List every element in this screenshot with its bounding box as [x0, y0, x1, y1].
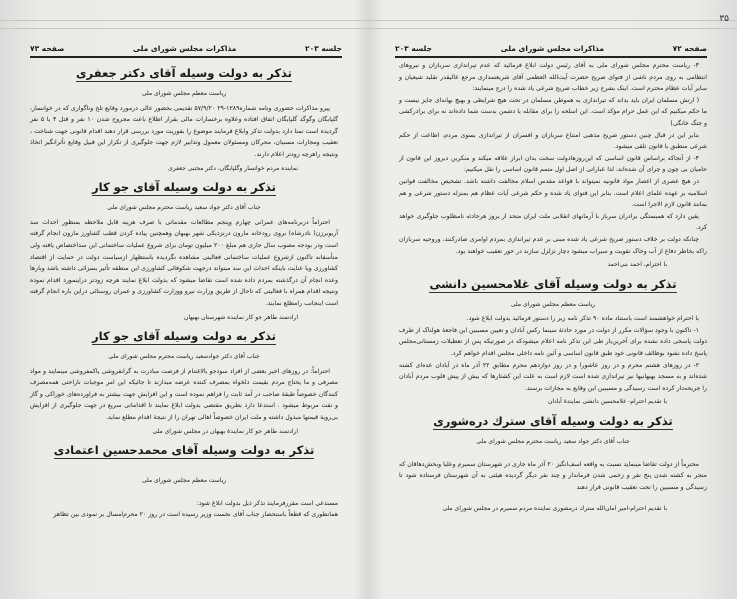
- running-title: مذاکرات مجلس شورای ملی: [133, 43, 237, 53]
- paragraph: ( ارتش مسلمان ایران باید بداند که تیراندازی به هموطن مسلمان در تحت هیچ شرایطی و بهیچ بهانه‌ای جایز نیست و ما حکم میکنیم که این عمل حرام مؤکد است. این اسلحه را برای مقابله با دشمن بدست شما داده‌اند نه برای برادرکشی و جنگ خانگی): [399, 96, 707, 127]
- paragraph: همانطوری که قطعاً باستحضار جناب آقای نخست وزیر رسیده است در روز ۲۰ محرم‌امسال بر نمودی بین تظاهر: [53, 511, 338, 519]
- paragraph: احتراماً دربرنامه‌های عمرانی چهارم وپنجم مطالعات مقدماتی با صرف هزینه قابل ملاحظه بمنظور احداث سد آریوبرزن( نادرشاه) بروی رودخانه مارون درنزدیکی شهر بهبهان وهمچنین پیاده کردن قطب کشاورز مارون انجام گرفته است ودر بودجه مصوب سال جاری هم مبلغ ۲۰۰ میلیون تومان برای شروع عملیات ساختمانی این سداختصاص یافته ولی متأسفانه تاکنون ازشروع عملیات ساختمانی فعالیتی مشاهده نگردیده باستظهار ازسیاست دولت در حمایت از اقتصاد کشاورزی ویا عنایت باینکه احداث این سد میتواند درجهت شکوفائی کشاورزی این منطقه تأثیر بسزائی داشته باشد وبارها وعده انجام آن درگذشته بمردم داده شده است تقاضا میشود که بدولت ابلاغ نمایند هرچه زودتر دراینمورد اقدام نموده ونتیجه اقدام همراه با فعالیتی که تاحال از طریق وزارت نیرو ووزارت کشاورزی و عمران روستائی دراین باره انجام گرفته است اینجانب رامطلع نمایند.: [30, 218, 338, 307]
- paragraph: در هیچ عصری از اعصار مواد قانونیه نمیتواند با قواعد مقدس اسلام مخالفت داشته باشد. تشخیص مخالفت قوانین اسلامیه بر عهده علمای اعلام است. بنابر این فتوای یاد شده و حکم شرعی آیات عظام هم بمنزله دستور شرعی و هم بمانند قانون لازم الاجرا است.: [399, 177, 707, 209]
- paragraph: یقین دارد که همبستگی برادران سرباز با آرمانهای انقلابی ملت ایران متحد از بروز هرحادثه نامطلوب جلوگیری خواهد کرد.: [399, 212, 707, 232]
- addressee: جناب آقای دکتر جوادسعید ریاست محترم مجلس شورای ملی: [108, 353, 260, 361]
- paragraph: ۴- از آنجاکه براساس قانون اساسی که این‌روزهادولت سخت بدان ابراز علاقه میکند و منکرین دیروز این قانون از حامیان بی چون و چرای آن شده‌اند، لذا عباراتی از اصل اول متمم قانون اساسی را نقل میکنیم:: [399, 154, 707, 174]
- left-page: [0, 0, 368, 599]
- paragraph: محترماً از دولت تقاضا مینماید نسبت به واقعه اسف‌انگیز ۲۰ آذر ماه جاری در شهرستان سمیرم وعلیا وبخش‌دهاقان که منجر به کشته شدن پنج نفر و زخمی شدن فرماندار و چند نفر دیگر گردیده هیئتی به آن شهرستان فرستاده شود تا رسیدگی و مسببین را تحت تعقیب قانونی قرار دهند: [399, 460, 707, 491]
- page-content: [399, 60, 707, 519]
- corner-mark: ۳۵: [719, 14, 729, 24]
- addressee: ریاست معظم مجلس شورای ملی: [141, 90, 227, 97]
- signature: با تقدیم احترام- غلامحسین دانشی نمایندهٔ آبادان: [547, 398, 667, 406]
- paragraph: احتراماً: در روزهای اخیر بعضی از افراد سودجو بالاغتنام از فرصت مبادرت به گرانفروشی یاکمفروشی مینمایند و مواد مصرفی و ما یحتاج مردم بقیمت دلخواه بمصرف کننده عرضه میدارند تا جائیکه این امر موجبات ناراحتی همه‌مصرف کنندگان خصوصاً طبقهٔ صاحب در آمد ثابت را فراهم نموده است و این افزایش جهت بیشتر به فراورده‌های خوراکی و گاز و نفت مربوط میشود . استدعا دارد بطریق مقتضی بدولت ابلاغ نمایند تا اقداماتی سریع در جهت جلوگیری از افزایش بی‌رویهٔ قیمتها مبذول داشته و ملت ایران خصوصاً اهالی تهران را از نتیجهٔ اقدام مطلع نماید.: [30, 367, 338, 422]
- section-title: تذکر به دولت وسیله آقای غلامحسین دانشی: [429, 276, 677, 291]
- page-number: صفحه ۷۳: [30, 43, 65, 53]
- page-header: [30, 42, 342, 54]
- paragraph: ۳- ریاست محترم مجلس شورای ملی به آقای رئیس دولت ابلاغ فرمائید که عدم تیراندازی سربازان و نیروهای انتظامی به روی مردم ناشی از فتوای صریح حضرت آیت‌الله العظمی آقای شریعتمداری مرجع عالیقدر تقلید شیعیان و سایر آیات عظام محترم است. اینک بشرح زیر خطاب صریح شرعی یاد شده را درج مینمایند:: [399, 62, 707, 93]
- paragraph: ۱- تاکنون با وجود سؤالات مکرر از دولت در مورد حادثهٔ سینما رکس آبادان و تعیین مسببین این فاجعهٔ هولناک از طرف دولت پاسخی داده نشده برای آخرین‌بار طی این تذکر نامه اعلام میشودکه در صورتیکه پس از تعطیلات زمستانی‌مجلس پاسخ داده نشود بوظائف قانونی خود طبق قانون اساسی و آئین نامه داخلی مجلس اقدام خواهم کرد.: [399, 326, 707, 358]
- section-title: تذکر به دولت وسیله آقای محمدحسین اعتمادی: [53, 443, 315, 458]
- signature: ارادتمند طاهر جو کار نمایندهٔ بهبهان در مجلس شورای ملی: [152, 427, 298, 435]
- signature: نماینده مردم خوانسار وگلپایگان، دکتر مجتبی جعفری: [168, 164, 298, 172]
- header-rule: [395, 56, 707, 58]
- page-content: [30, 60, 338, 521]
- signature: ارادتمند طاهر جو کار نماینده شهرستان بهبهان: [183, 313, 298, 321]
- section-title: تذکر به دولت وسیله آقای سترك دره‌شوری: [433, 414, 673, 429]
- addressee: جناب آقای دکتر جواد سعید ریاست محترم مجلس شورای ملی: [107, 204, 261, 212]
- paragraph: با احترام خواهشمند است باستناد ماده ۹۰ تذکر نامه زیر را دستور فرمائید بدولت ابلاغ شود.: [466, 315, 699, 323]
- addressee: ریاست معظم مجلس شورای ملی: [141, 477, 227, 485]
- paragraph: چنانکه دولت بر خلاف دستور صریح شرعی یاد شده مبنی بر عدم تیراندازی بمردم اوامری صادرکنند، وروحیه سربازان راکه بخاطر دفاع از آب وخاک تقویت و سیراب میشود دچار تزلزل سازند در خور تعقیب خواهند بود.: [399, 235, 707, 255]
- signature: با تقدیم احترام-امیر امان‌الله سترك درمشوری نماینده مردم سمیرم در مجلس شورای ملی: [442, 505, 667, 513]
- page-header: [395, 42, 707, 54]
- section-title: تذکر به دولت وسیله آقای جو کار: [92, 180, 276, 195]
- paragraph: بنابر این در قبال چنین دستور صریح مذهبی امتناع سربازان و افسران از تیراندازی بسوی مردم، اطاعت از حکم شرعی منطبق با قانون تلقی میشود.: [399, 131, 707, 151]
- paragraph: مستدعی است مقررفرمایند تذکر ذیل بدولت ابلاغ شود:: [196, 499, 338, 507]
- paragraph: پیرو مذاکرات حضوری ونامه شماره۱۲۸۹-۲۹ ۵۷/۹/۲۰ تقدیمی بحضور عالی درمورد وقایع تلخ وناگواری که در خوانسار، گلپایگان وگوگد گلپایگان اتفاق افتاده وعلاوه برخسارات مالی بقرار اطلاع باعث مجروح شدن ۱۰ نفر و قتل ۴ یا ۵ نفر گردیده است تمنا دارد بدولت تذکر وابلاغ فرمایند موضوع را بفوریت مورد بررسی قرار دهند اقدام قانونی جهت شناخت ، تعقیب ومجازات مسببان، محرکان ومسئولان معمول وتدابیر لازم جهت جلوگیری از تکرار این قبیل وقایع تأثرانگیز اتخاذ ونتیجه راهرچه زودتر اعلام دارند.: [30, 104, 339, 158]
- section-title: تذکر به دولت وسیله آقای جو کار: [92, 329, 276, 344]
- right-page: [369, 0, 737, 599]
- section-title: تذکر به دولت وسیله آقای دکتر جعفری: [76, 66, 292, 80]
- header-rule: [30, 56, 342, 58]
- page-number: صفحه ۷۲: [672, 43, 707, 53]
- session-label: جلسه ۲۰۳: [395, 43, 433, 53]
- addressee: جناب آقای دکتر جواد سعید ریاست محترم مجلس شورای ملی: [476, 438, 630, 446]
- signature: با احترام، احمد بنی‌احمد: [607, 261, 667, 269]
- addressee: ریاست معظم مجلس شورای ملی: [510, 300, 596, 308]
- running-title: مذاکرات مجلس شورای ملی: [500, 43, 604, 53]
- paragraph: ۲- در روزهای هشتم محرم و در روز عاشورا و در روز دوازدهم محرم مطابق ۲۲ آذر ماه در آبادان عده‌ای کشته شده‌اند و به مسجد بهبهانیها نیز تیراندازی شده است لازم است به علت این کشتارها که بیش از پیش قلوب مردم آبادان را جریحه‌دار کرده است رسیدگی و مسببین این وقایع به مجازات برسند.: [399, 361, 707, 392]
- session-label: جلسه ۲۰۳: [305, 43, 342, 53]
